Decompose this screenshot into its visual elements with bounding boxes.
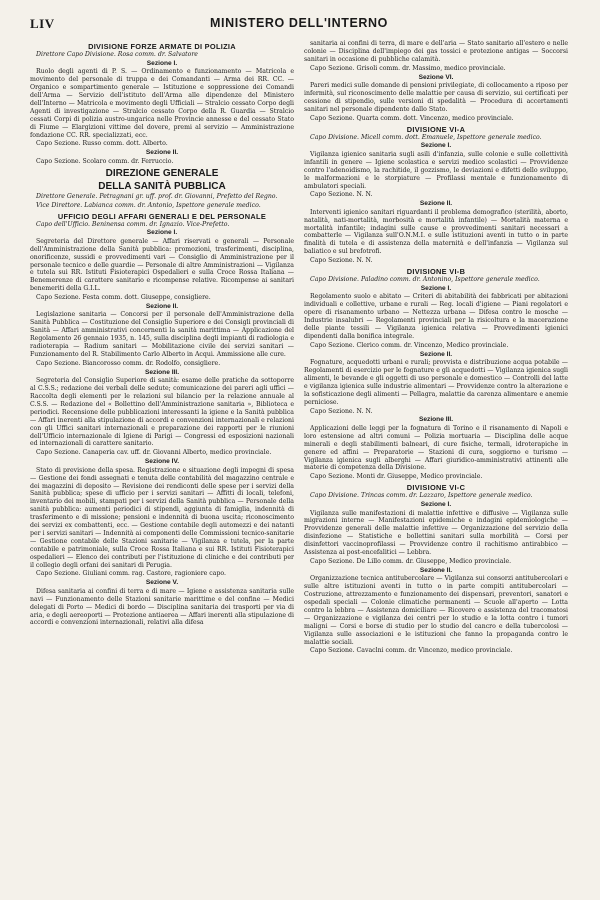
division-head-line: Capo Divisione. Micell comm. dott. Emanuele, Ispettore generale medico. — [310, 133, 542, 141]
section-text: Segreteria del Consiglio Superiore di sanità: esame delle pratiche da sottoporre al C.S.S.; redazione dei verbali delle sedute; comunicazione dei pareri agli uffici — Raccolta degli elementi per le relazioni sul bilancio per la relazione annuale al C.S.S. — Redazione del « Bollettino dell'Amministrazione sanitaria », Biblioteca e periodici. Recensione delle pubblicazioni interessanti la igiene e la Sanità pubblica — Affari inerenti alla stipulazione di accordi e convenzioni internazionali e relazioni con gli Uffici sanitari internazionali e preparazione dei rapporti per le riunioni dell'Ufficio internazionale di Igiene di Parigi — Congressi ed esposizioni nazionali ed internazionali di carattere sanitario. — [30, 377, 294, 448]
two-column-body — [30, 40, 568, 656]
section-text: Regolamento suolo e abitato — Criteri di abitabilità dei fabbricati per abitazioni individuali e collettive, urbane e rurali — Reg. locali d'igiene — Piani regolatori e opere di risanamento urbano — Nettezza urbana — Difesa contro le mosche — Industrie insalubri — Regolamenti provinciali per la risicoltura e la macerazione delle piante tessili — Vigilanza igienica relativa — Provvedimenti igienici dipendenti dalla bonifica integrale. — [304, 293, 568, 340]
section-heading: Sezione I. — [420, 501, 452, 509]
section-head-line: Capo Sezione. Cavaclni comm. dr. Vincenzo, medico provinciale. — [310, 647, 513, 655]
division-heading: DIVISIONE VI-C — [406, 483, 466, 493]
section-heading: Sezione II. — [419, 566, 453, 574]
section-heading: Sezione II. — [145, 149, 179, 157]
page-number: LIV — [30, 16, 55, 31]
section-heading: Sezione II. — [419, 350, 453, 358]
section-text-continued: sanitaria ai confini di terra, di mare e dell'aria — Stato sanitario all'estero e nelle colonie — Disciplina dell'impiego dei gas tossici e protezione antigas — Soccorsi sanitari in occasione di pubbliche calamità. — [304, 40, 568, 63]
section-text: Applicazioni delle leggi per la fognatura di Torino e il risanamento di Napoli e loro estensione ad altri comuni — Polizia mortuaria — Disciplina delle acque minerali e degli stabilimenti balneari, di cure fisiche, termali, idroterapiche in genere ed affini — Preparatorie — Stazioni di cura, soggiorno e turismo — Vigilanza igienica sugli alberghi — Affari giuridico-amministrativi attinenti alle materie di competenza della Divisione. — [304, 424, 568, 472]
running-title: MINISTERO DELL'INTERNO — [210, 16, 388, 30]
section-head-line: Capo Sezione. Russo comm. dott. Alberto. — [36, 140, 168, 148]
division-head-line: Capo Divisione. Trincas comm. dr. Lazzaro, Ispettore generale medico. — [310, 492, 533, 500]
section-heading: Sezione IV. — [144, 458, 180, 466]
section-heading: Sezione I. — [420, 142, 452, 150]
left-column — [30, 40, 294, 656]
section-head-line: Capo Sezione. Biancorosso comm. dr. Rodolfo, consigliere. — [36, 359, 221, 367]
section-heading: Sezione III. — [144, 368, 180, 376]
directorate-heading-1: DIREZIONE GENERALE — [105, 167, 219, 179]
section-head-line: Capo Sezione. Monti dr. Giuseppe, Medico provinciale. — [310, 473, 483, 481]
section-head-line: Capo Sezione. Scolaro comm. dr. Ferruccio. — [36, 157, 174, 165]
page-header — [30, 14, 568, 36]
section-heading: Sezione V. — [145, 579, 179, 587]
section-text: Pareri medici sulle domande di pensioni privilegiate, di collocamento a riposo per infermità, sul riconoscimento delle malattie per causa di servizio, sui certificati per cessione di stipendio, sulle versioni di spedalità — Procedura di accertamenti sanitari nel personale dipendente dallo Stato. — [304, 82, 568, 113]
section-text: Organizzazione tecnica antitubercolare — Vigilanza sui consorzi antitubercolari e sulle altre istituzioni aventi in tutto o in parte compiti antitubercolari — Costruzione, attrezzamento e funzionamento dei dispensari, preventori, sanatori e ospedali speciali — Colonie climatiche permanenti — Scuole all'aperto — Lotta contro la lebbra — Assistenza domiciliare — Ricovero e assistenza del tracomatosi — Organizzazione e vigilanza dei centri per lo studio e la lotta contro i tumori maligni — Corsi e borse di studio per lo studio del cancro e della tubercolosi — Vigilanza sulle associazioni e le istituzioni che fanno la propaganda contro le malattie sociali. — [304, 575, 568, 646]
section-head-line: Capo Sezione. Giuliani comm. rag. Castore, ragioniere capo. — [36, 570, 226, 578]
section-head-line: Capo Sezione. N. N. — [310, 407, 373, 415]
section-heading: Sezione III. — [418, 416, 454, 424]
office-heading: UFFICIO DEGLI AFFARI GENERALI E DEL PERSONALE — [57, 211, 267, 221]
section-head-line: Capo Sezione. Canaperia cav. uff. dr. Giovanni Alberto, medico provinciale. — [36, 449, 272, 457]
section-heading: Sezione I. — [146, 59, 178, 67]
division-heading: DIVISIONE VI-A — [406, 124, 466, 134]
division-heading: DIVISIONE VI-B — [406, 267, 466, 277]
section-head-line: Capo Sezione. Festa comm. dott. Giuseppe, consigliere. — [36, 294, 211, 302]
right-column — [304, 40, 568, 656]
office-head-line: Capo dell'Ufficio. Beninensa comm. dr. Ignazio. Vice-Prefetto. — [36, 220, 230, 228]
section-heading: Sezione I. — [146, 229, 178, 237]
division-head-line: Capo Divisione. Paladino comm. dr. Antonino, Ispettore generale medico. — [310, 276, 540, 284]
section-heading: Sezione I. — [420, 284, 452, 292]
section-text: Vigilanza sulle manifestazioni di malattie infettive e diffusive — Vigilanza sulle migrazioni interne — Manifestazioni epidemiche e indagini epidemiologiche — Provvidenze generali delle malattie infettive — Organizzazione del servizio della disinfezione — Statistiche e bollettini sanitari sulla morbilità — Corsi per disinfettori vaccinoprofilassi — Provvidenze contro il rachitismo antirabbico — Assistenza ai post-encefalitici — Lebbra. — [304, 509, 568, 557]
directorate-heading-2: DELLA SANITÀ PUBBLICA — [98, 181, 226, 193]
section-head-line: Capo Sezione. N. N. — [310, 191, 373, 199]
division-heading: DIVISIONE FORZE ARMATE DI POLIZIA — [88, 42, 236, 51]
director-general-line: Direttore Generale. Petragnani gr. uff. prof. dr. Giovanni, Prefetto del Regno. — [36, 192, 278, 200]
section-text: Legislazione sanitaria — Concorsi per il personale dell'Amministrazione della Sanità Pubblica — Costituzione del Consiglio Superiore e dei Consigli provinciali di Sanità — Affari amministrativi concernenti la sanità marittima — Applicazione del Regolamento 26 gennaio 1935, n. 145, sulla disciplina degli impianti di radiologia e radioterapia — Radium sanitari — Mobilitazione civile dei servizi sanitari — Funzionamento del R. Stabilimento Carlo Alberto in Acqui. Ammissione alle cure. — [30, 311, 294, 358]
section-heading: Sezione VI. — [418, 73, 454, 81]
section-text: Ruolo degli agenti di P. S. — Ordinamento e funzionamento — Matricola e movimento del personale di truppa e dei Comandanti — Arma dei RR. CC. — Organico e sompartimento generale — Istituzione e soppressione dei Comandi dell'Arma — Servizio dell'istituto dell'Arma alle dipendenze del Ministero dell'Interno — Matricola e movimento degli Ufficiali — Stralcio cessato Corpo degli Agenti di investigazione — Stralcio cessato Corpo della R. Guardia — Stralcio cessati Corpi di polizia austro-ungarica nelle Provincie annesse e del cessato Stato di Fiume — Elargizioni vittime del dovere, premi al servizio — Amministrazione fondazione CC. RR. specializzati, ecc. — [30, 68, 294, 139]
section-text: Segreteria del Direttore generale — Affari riservati e generali — Personale dell'Amministrazione della Sanità pubblica: promozioni, trasferimenti, disciplina, onorificenze, sussidi e provvedimenti vari — Consiglio di Amministrazione per il personale tecnico e delle guardie — Personale di altre Amministrazioni — Vigilanza e tutela sui RR. Istituti Fisioterapici Ospedalieri e sulla Croce Rossa Italiana — Benemerenze di carattere sanitario e ricompense relative. Ricompense ai sanitari benemeriti della G.I.L. — [30, 237, 294, 293]
section-heading: Sezione II. — [419, 200, 453, 208]
division-head-line: Direttore Capo Divisione. Rosa comm. dr. Salvatore — [36, 51, 198, 58]
section-text: Difesa sanitaria ai confini di terra e di mare — Igiene e assistenza sanitaria sulle navi — Funzionamento delle Stazioni sanitarie marittime e del confine — Medici delegati di Porto — Medici di bordo — Disciplina sanitaria dei trasporti per via di aria, e degli aereoporti — Protezione antiaerea — Affari inerenti alla stipulazione di accordi e convenzioni internazionali, relativi alla difesa — [30, 587, 294, 627]
section-head-line: Capo Sezione. N. N. — [310, 257, 373, 265]
section-head-line: Capo Sezione. De Lillo comm. dr. Giuseppe, Medico provinciale. — [310, 557, 512, 565]
section-text: Stato di previsione della spesa. Registrazione e situazione degli impegni di spesa — Gestione dei fondi assegnati e tenuta delle contabilità del magazzino centrale e dei magazzini di deposito — Revisione dei rendiconti delle spese per i servizi della Sanità pubblica; spese di ufficio per i servizi sanitari — Affitti di locali, telefoni, inventario dei mobili, stampati per i servizi della Sanità pubblica — Personale della sanità pubblica: aumenti periodici di stipendi, aggiunta di famiglia, indennità di trasferimento e di missione; pensioni e indennità di buona uscita; riconoscimento dei servizi ex combattenti, ecc. — Gestione contabile degli automezzi e dei natanti per i servizi sanitari — Indennità ai componenti delle Commissioni tecnico-sanitarie — Gestione contabile delle Stazioni sanitarie — Vigilanza e tutela, per la parte contabile e patrimoniale, sulla Croce Rossa Italiana e sui RR. Istituti Fisioterapici ospedalieri — Elenco dei contributi per l'istituzione di cliniche e dei contributi per il collegio degli orfani dei sanitari di Perugia. — [30, 466, 294, 569]
vice-director-line: Vice Direttore. Labianca comm. dr. Antonio, Ispettore generale medico. — [36, 201, 261, 209]
section-head-line: Capo Sezione. Grisoli comm. dr. Massimo, medico provinciale. — [310, 64, 506, 72]
section-head-line: Capo Sezione. Clerico comm. dr. Vincenzo, Medico provinciale. — [310, 341, 509, 349]
section-text: Interventi igienico sanitari riguardanti il problema demografico (sterilità, aborto, natalità, nati-mortalità, morbosità e mortalità infantile) — Mortalità materna e mortalità infantile; indagini sulle cause e provvedimenti sanitari necessari a combatterle — Vigilanza sull'O.N.M.I. e sulle istituzioni aventi in tutto o in parte finalità di tutela e di assistenza della maternità e dell'infanzia — Vigilanza sul baliatico e sul brefotrofi. — [304, 208, 568, 256]
section-heading: Sezione II. — [145, 303, 179, 311]
section-text: Vigilanza igienico sanitaria sugli asili d'infanzia, sulle colonie e sulle collettività infantili in genere — Igiene scolastica e servizi medico scolastici — Provvidenze contro l'adenoidismo, la rachitide, il gozzismo, le deviazioni e difetti dello sviluppo, le malformazioni e le storpiature — Profilassi mentale e funzionamento di ambulatori speciali. — [304, 150, 568, 190]
section-text: Fognature, acquedotti urbani e rurali; provvista e distribuzione acqua potabile — Regolamenti di esercizio per le fognature e gli acquedotti — Vigilanza igienica sugli alimenti, le bevande e gli oggetti di uso personale e domestico — Controlli del latte e vigilanza igienica sulle industrie alimentari — Provvidenze contro la alterazione e la sofisticazione degli alimenti — Pellagra, malattie da carenza alimentare e anemie perniciose. — [304, 359, 568, 406]
section-head-line: Capo Sezione. Quarta comm. dott. Vincenzo, medico provinciale. — [310, 114, 514, 122]
